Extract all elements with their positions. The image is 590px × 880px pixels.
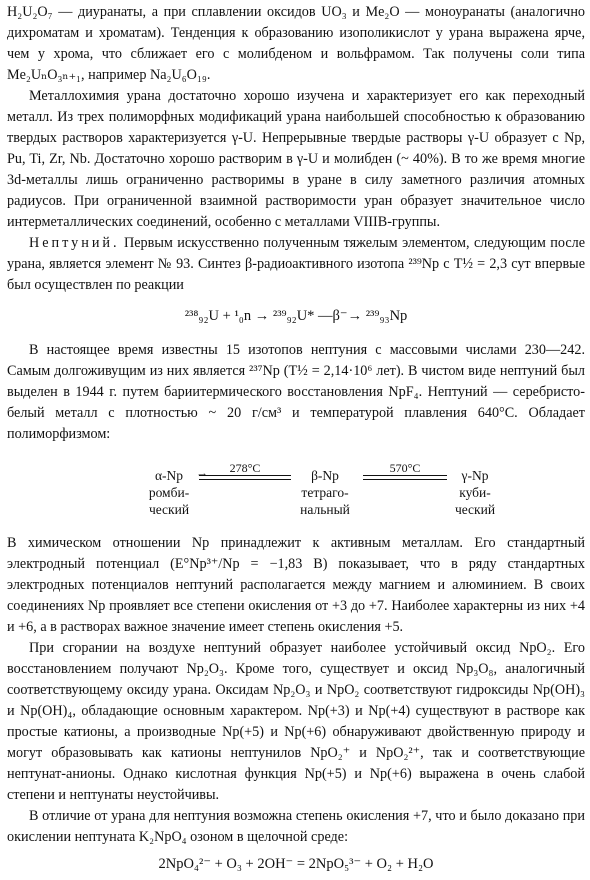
phase-gamma-structure: куби- ческий xyxy=(454,485,496,517)
document-page xyxy=(7,2,585,880)
transition-arrow-2-reverse xyxy=(363,479,447,480)
arrow-head-left-icon: ⇀ xyxy=(198,470,207,481)
paragraph-chemistry: В химическом отношении Np принадлежит к активным металлам. Его стандартный электродный потенциал (E°Np³⁺/Np = −1,83 В) показывает, что в ряду стандартных электродных потенциалов нептуний располагается между магнием и алюминием. В своих соединениях Np проявляет все степени окисления от +3 до +7. Наиболее характерны из них +4 и +6, а в растворах важное значение имеет степень окисления +5. xyxy=(7,535,585,635)
phase-gamma xyxy=(445,467,505,518)
neptunium-intro-text: Первым искусственно полученным тяжелым элементом, следующим после урана, является элемент № 93. Синтез β-радиоактивного изотопа ²³⁹Np с T½ = 2,3 сут впервые был осуществлен по реакции xyxy=(7,235,585,293)
phase-alpha-structure: ромби- ческий xyxy=(148,485,190,517)
polymorphism-diagram xyxy=(7,455,585,519)
equation-ozone-oxidation: 2NpO₄²⁻ + O₃ + 2OH⁻ = 2NpO₅³⁻ + O₂ + H₂O xyxy=(158,856,434,872)
phase-beta xyxy=(290,467,360,518)
phase-beta-structure: тетраго- нальный xyxy=(300,485,350,517)
paragraph-oxidation-seven: В отличие от урана для нептуния возможна степень окисления +7, что и было доказано при окислении нептуната K₂NpO₄ озоном в щелочной среде: xyxy=(7,808,585,845)
phase-gamma-label: γ-Np xyxy=(461,468,489,483)
paragraph-uranium-metallochemistry: Металлохимия урана достаточно хорошо изучена и характеризует его как переходный металл. Из трех полиморфных модификаций урана наибольшей способностью к образованию твердых растворов характеризуется γ-U. Непрерывные твердые растворы γ-U образует с Np, Pu, Ti, Zr, Nb. Достаточно хорошо растворим в γ-U и молибден (~ 40%). В то же время многие 3d-металлы лишь ограниченно растворимы в уране в силу заметного различия атомных радиусов. При ограниченной взаимной растворимости уран образует значительное число интерметаллических соединений, особенно с металлами VIIIB-группы. xyxy=(7,88,585,230)
transition-temp-2: 570°C xyxy=(389,461,421,475)
paragraph-uranates: H₂U₂O₇ — диуранаты, а при сплавлении оксидов UO₃ и Me₂O — моноуранаты (аналогично дихроматам и хроматам). Тенденция к образованию изополикислот у урана выражена ярче, чем у хрома, что сближает его с молибденом и вольфрамом. Так получены соли типа Me₂UₙO₃ₙ₊₁, например Na₂U₆O₁₉. xyxy=(7,4,585,83)
phase-alpha-label: α-Np xyxy=(154,468,184,483)
transition-temp-1: 278°C xyxy=(229,461,261,475)
paragraph-isotopes: В настоящее время известны 15 изотопов нептуния с массовыми числами 230—242. Самым долгоживущим из них является ²³⁷Np (T½ = 2,14·10⁶ лет). В чистом виде нептуний был выделен в 1944 г. путем бариитермического восстановления NpF₄. Нептуний — серебристо-белый металл с плотностью ~ 20 г/см³ и температурой плавления 640°С. Обладает полиморфизмом: xyxy=(7,342,585,442)
paragraph-neptunium-intro xyxy=(7,233,585,296)
phase-beta-label: β-Np xyxy=(311,468,339,483)
transition-arrow-2 xyxy=(363,461,447,476)
paragraph-oxides: При сгорании на воздухе нептуний образует наиболее устойчивый оксид NpO₂. Его восстановлением получают Np₂O₃. Кроме того, существует и оксид Np₃O₈, аналогичный соответствующему оксиду урана. Оксидам Np₂O₃ и NpO₂ соответствуют гидроксиды Np(OH)₃ и Np(OH)₄, обладающие основным характером. Np(+3) и Np(+4) существуют в растворе как простые катионы, а производные Np(+5) и Np(+6) обнаруживают двойственную природу и могут образовывать как катионы нептунилов NpO₂⁺ и NpO₂²⁺, так и соответствующие нептунат-анионы. Однако кислотная функция Np(+5) и Np(+6) выражена в очень слабой степени и нептунаты неустойчивы. xyxy=(7,640,585,803)
equation-synthesis: ²³⁸₉₂U + ¹₀n → ²³⁹₉₂U* —β⁻→ ²³⁹₉₃Np xyxy=(184,308,408,324)
transition-arrow-1-reverse xyxy=(199,479,291,480)
transition-arrow-1 xyxy=(198,461,291,481)
phase-alpha xyxy=(139,467,199,518)
section-heading-neptunium: Нептуний. xyxy=(29,235,120,251)
